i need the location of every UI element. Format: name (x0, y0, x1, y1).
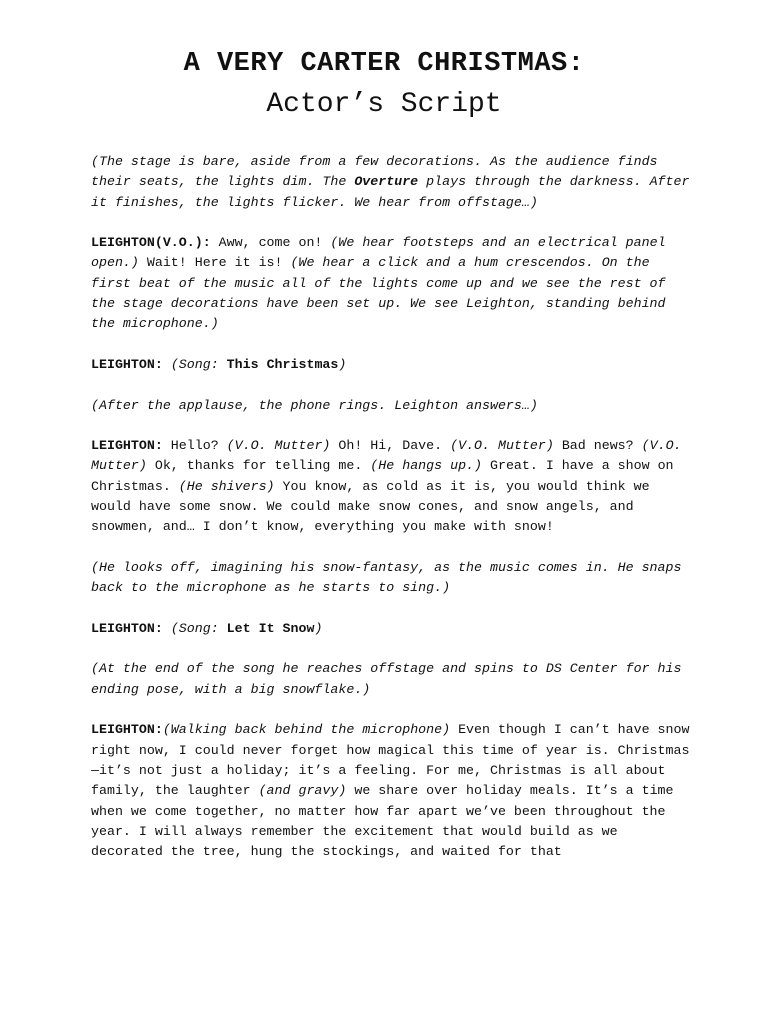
song-cue-let-it-snow (91, 619, 691, 639)
script-text-run: Wait! Here it is! (138, 255, 291, 271)
dialogue-leighton-family (91, 720, 698, 862)
stage-direction-run: (Song: (170, 620, 227, 636)
script-body (91, 152, 698, 883)
stage-direction-run: (and gravy) (258, 783, 347, 799)
speaker-or-title-run: This Christmas (226, 356, 339, 372)
stage-direction-phone (91, 396, 691, 416)
script-text-run (163, 357, 171, 372)
script-text-run: we share over holiday meals. It’s a time when we come together, no matter how far apart we’ve been throughout the year. I will always remember the excitement that would build as we decorated the tree, hung the stockings, and waited for that (91, 783, 682, 860)
document-subtitle: Actor’s Script (266, 89, 502, 120)
stage-direction-snowflake (91, 659, 691, 700)
script-text-run: Oh! Hi, Dave. (330, 438, 451, 454)
script-text-run (163, 621, 171, 636)
speaker-or-title-run: LEIGHTON: (91, 620, 163, 636)
stage-direction-run: (We hear footsteps and an electrical panel open.) (91, 235, 674, 271)
script-text-run: Bad news? (553, 438, 642, 454)
stage-direction-snow-fantasy (91, 558, 691, 599)
document-title: A VERY CARTER CHRISTMAS: (183, 49, 585, 79)
stage-direction-run: (Song: (170, 356, 227, 372)
stage-direction-run: (After the applause, the phone rings. Leighton answers…) (91, 397, 538, 413)
stage-direction-run: (Walking back behind the microphone) (162, 722, 451, 738)
stage-direction-run: (He shivers) (178, 478, 275, 494)
stage-direction-run: (V.O. Mutter) (91, 438, 690, 474)
stage-direction-run: (The stage is bare, aside from a few decorations. As the audience finds their seats, the lights dim. The (91, 154, 666, 190)
stage-direction-run: (V.O. Mutter) (450, 438, 554, 454)
speaker-or-title-run: LEIGHTON: (91, 356, 163, 372)
stage-direction-run: ) (314, 620, 323, 636)
stage-direction-run: (At the end of the song he reaches offstage and spins to DS Center for his ending pose, with a big snowflake.) (91, 661, 690, 697)
script-text-run: Aww, come on! (210, 235, 331, 251)
speaker-or-title-run: LEIGHTON: (91, 438, 163, 454)
script-text-run: You know, as cold as it is, you would think we would have some snow. We could make snow cones, and snow angels, and snowmen, and… I don’t know, everything you make with snow! (91, 478, 658, 535)
stage-direction-run: (We hear a click and a hum crescendos. On the first beat of the music all of the lights come up and we see the rest of the stage decorations have been set up. We see Leighton, standing behind the microphone.) (91, 255, 674, 332)
song-cue-this-christmas (91, 355, 691, 375)
stage-direction-run: ) (338, 356, 347, 372)
dialogue-leighton-vo (91, 233, 691, 334)
script-text-run: Hello? (162, 438, 227, 454)
stage-direction-run: (He hangs up.) (370, 458, 483, 474)
dialogue-leighton-phone (91, 436, 691, 537)
speaker-or-title-run: LEIGHTON(V.O.): (91, 235, 211, 251)
script-text-run: Great. I have a show on Christmas. (91, 458, 682, 494)
script-text-run: Even though I can’t have snow right now, I could never forget how magical this time of year is. Christmas—it’s not just a holiday; it’s a feeling. For me, Christmas is all about family, the laughter (91, 722, 698, 799)
speaker-or-title-run: LEIGHTON: (91, 722, 163, 738)
music-cue-run: Overture (354, 174, 419, 190)
stage-direction-run: plays through the darkness. After it finishes, the lights flicker. We hear from offstage…) (91, 174, 698, 210)
stage-direction-run: (V.O. Mutter) (226, 438, 331, 454)
speaker-or-title-run: Let It Snow (226, 620, 315, 636)
stage-direction-opening (91, 152, 698, 213)
stage-direction-run: (He looks off, imagining his snow-fantasy, as the music comes in. He snaps back to the microphone as he starts to sing.) (91, 559, 690, 596)
script-text-run: Ok, thanks for telling me. (146, 458, 371, 474)
